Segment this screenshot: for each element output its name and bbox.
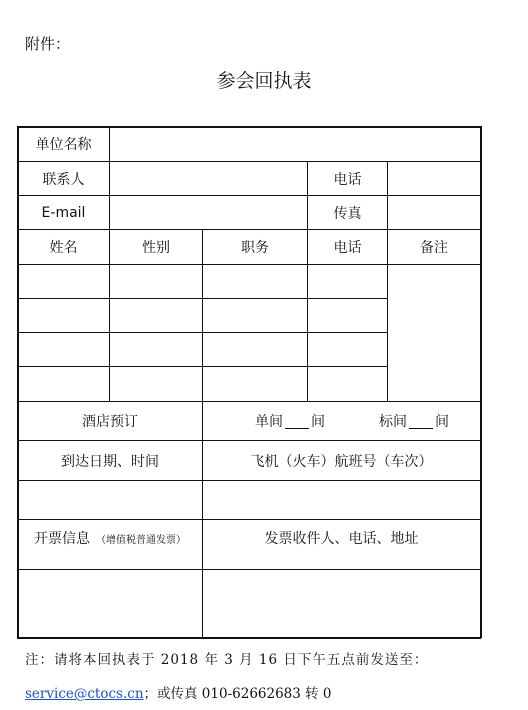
flight-field[interactable] [203,481,480,519]
contact-label: 联系人 [42,171,85,188]
arrival-label: 到达日期、时间 [61,453,159,470]
col-gender: 性别 [142,240,170,256]
deadline-note: 注：请将本回执表于 2018 年 3 月 16 日下午五点前发送至： [25,652,429,668]
standard-room-label: 标间 [379,414,407,430]
hotel-label: 酒店预订 [82,414,138,430]
phone-field[interactable] [388,162,480,195]
page-title: 参会回执表 [216,70,312,92]
invoice-note: （增值税普通发票） [96,534,186,546]
invoice-label: 开票信息 [34,531,90,547]
fax-text: ；或传真 010-62662683 转 0 [143,686,332,702]
standard-room-count[interactable] [409,413,433,429]
flight-label: 飞机（火车）航班号（车次） [250,453,433,470]
invoice-label-cell [18,520,202,556]
table-row[interactable] [18,333,387,366]
arrival-field[interactable] [18,481,202,519]
phone-label: 电话 [333,171,362,188]
email-field[interactable] [110,196,307,229]
single-room-suffix: 间 [311,414,325,430]
contact-line [25,682,332,702]
email-label: E-mail [41,204,86,221]
invoice-info-field[interactable] [18,570,202,637]
col-name: 姓名 [49,240,78,256]
fax-field[interactable] [388,196,480,229]
col-remarks: 备注 [420,240,448,256]
table-row[interactable] [18,367,387,401]
table-row[interactable] [18,299,387,332]
attachment-label: 附件： [25,35,71,53]
col-position: 职务 [241,240,269,256]
invoice-recipient-field[interactable] [203,570,480,637]
fax-label: 传真 [333,205,362,222]
col-phone: 电话 [333,240,362,256]
email-link[interactable]: service@ctocs.cn [25,686,144,702]
remarks-field[interactable] [388,265,480,401]
invoice-recipient-label: 发票收件人、电话、地址 [264,531,419,547]
unit-name-field[interactable] [110,127,480,161]
single-room-count[interactable] [285,413,309,429]
single-room-label: 单间 [255,414,283,430]
unit-name-label: 单位名称 [35,137,92,153]
standard-room-suffix: 间 [435,414,449,430]
contact-field[interactable] [110,162,307,195]
table-row[interactable] [18,265,387,298]
room-booking[interactable] [203,402,480,440]
